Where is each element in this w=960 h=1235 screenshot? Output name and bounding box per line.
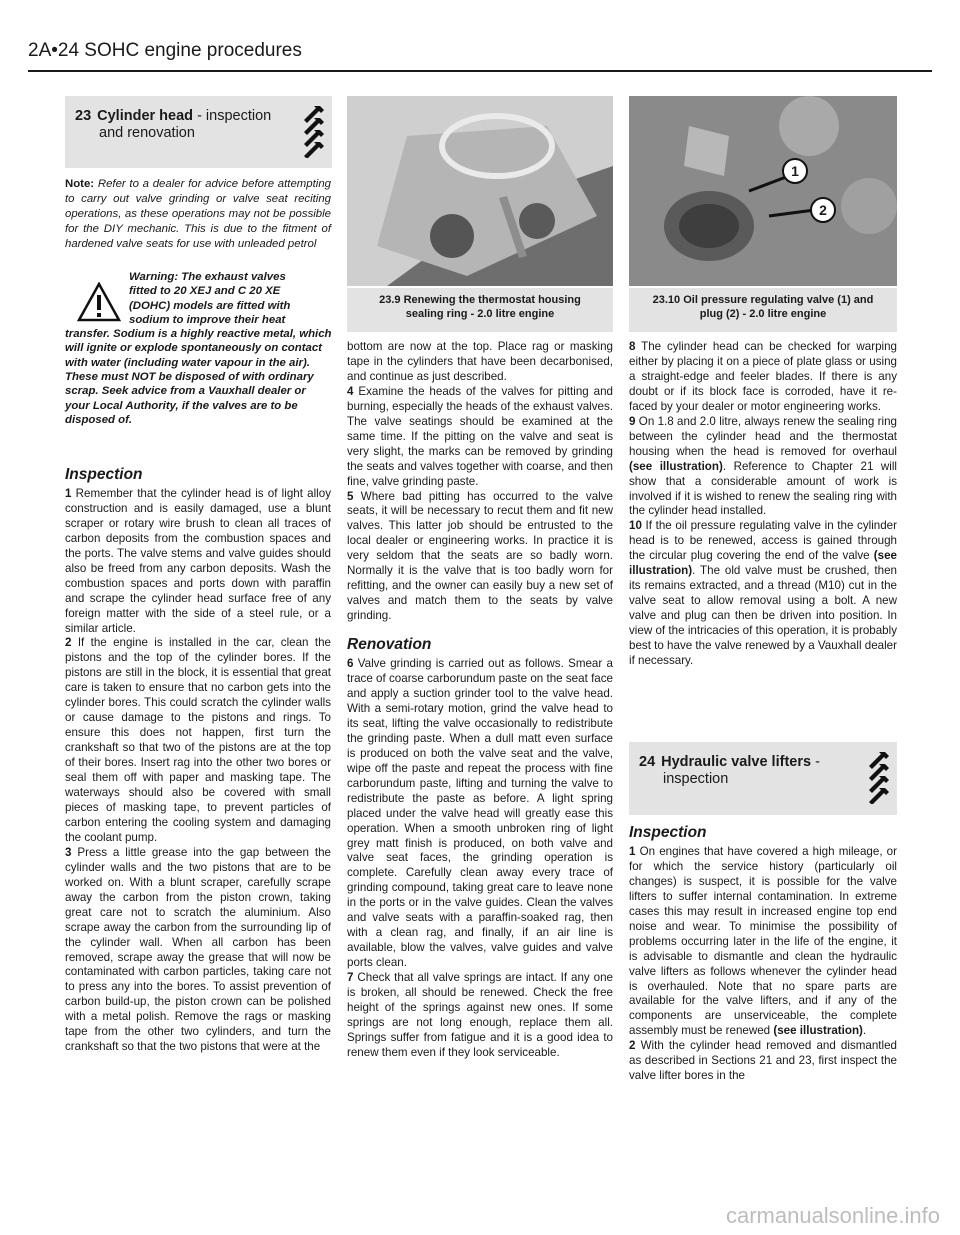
column-3-lower [629, 826, 897, 1084]
section-23-heading-box [65, 96, 332, 168]
paragraph-24-2: 2 With the cylinder head removed and dismantled as described in Sections 21 and 23, first inspect the valve lifter bores in the [629, 1039, 897, 1083]
paragraph-1: 1 Remember that the cylinder head is of light alloy construction and is easily damaged, use a blunt scraper or rotary wire brush to clean all traces of carbon deposits from the combustion spaces and the ports. The valve stems and valve guides should also be freed from any carbon deposits. Wash the combustion spaces and ports down with paraffin and scrape the cylinder head surface free of any foreign matter with the side of a steel rule, or a similar article. [65, 486, 331, 635]
oil-valve-photo-image [629, 96, 897, 286]
warning-triangle-icon [77, 282, 121, 322]
paragraph-4: 4 Examine the heads of the valves for pitting and burning, especially the heads of the exhaust valves. The valve seatings should be examined at the same time. If the pitting on the valve and seat is very slight, the marks can be removed by grinding the seats and valves together with coarse, and then fine, valve grinding paste. [347, 384, 613, 488]
paragraph-6: 6 Valve grinding is carried out as follows. Smear a trace of coarse carborundum paste on the seat face and apply a suction grinder tool to the valve head. With a semi-rotary motion, grind the valve head to its seat, lifting the valve occasionally to redistribute the grinding paste. When a dull matt even surface is produced on both the valve seat and the valve, wipe off the paste and repeat the process with fine carborundum paste, lifting and turning the valve to redistribute the paste as before. A light spring placed under the valve head will greatly ease this operation. When a smooth unbroken ring of light grey matt finish is produced, on both valve and valve seat faces, the grinding operation is complete. Carefully clean away every trace of grinding compound, taking great care to leave none in the ports or in the valve guides. Clean the valves and valve seats with a paraffin-soaked rag, then with a clean rag, and finally, if an air line is available, blow the valves, valve guides and valve ports clean. [347, 657, 613, 970]
heading-renovation: Renovation [347, 636, 432, 654]
paragraph-3-cont: bottom are now at the top. Place rag or masking tape in the cylinders that have been decarbonised, and continue as just described. [347, 340, 613, 383]
cylinder-head-photo-image [347, 96, 613, 286]
paragraph-5: 5 Where bad pitting has occurred to the valve seats, it will be necessary to recut them and fit new valves. This latter job should be entrusted to the local dealer or engineering works. In practice it is very seldom that the seats are so badly worn. Normally it is the valve that is too badly worn for refitting, and the owner can easily buy a new set of valves and match them to the seats by valve grinding. [347, 489, 613, 623]
header-rule [28, 70, 932, 72]
paragraph-24-1: 1 On engines that have covered a high mileage, or for which the service history (particularly oil changes) is suspect, it is possible for the valve lifters to suffer internal contamination. In extreme cases this may result in increased engine top end noise and wear. To minimise the possibility of problems occurring later in the life of the engine, it is advisable to dismantle and clean the hydraulic valve lifters as follows whenever the cylinder head is overhauled. Note that no spare parts are available for the valve lifters, and if any of the components are unserviceable, the complete assembly must be renewed (see illustration). [629, 844, 897, 1038]
column-1-body [65, 468, 331, 1055]
callout-1: 1 [782, 158, 808, 184]
section-23-title: 23 Cylinder head - inspection and renovation [75, 108, 272, 141]
section-24-heading-box [629, 742, 897, 815]
paragraph-2: 2 If the engine is installed in the car, clean the pistons and the top of the cylinder bores. If the pistons are still in the block, it is essential that great care is taken to ensure that no carbon gets into the cylinder bores. This could scratch the cylinder walls or cause damage to the pistons and rings. To ensure this does not happen, first turn the crankshaft so that two of the pistons are at the top of their bores. Insert rag into the other two bores or seal them off with paper and masking tape. The waterways should also be covered with small pieces of masking tape, to prevent particles of carbon entering the cooling system and damaging the coolant pump. [65, 636, 331, 844]
callout-2: 2 [810, 197, 836, 223]
column-2 [347, 340, 613, 1061]
watermark: carmanualsonline.info [725, 1203, 940, 1228]
column-1 [65, 177, 331, 252]
paragraph-10: 10 If the oil pressure regulating valve in the cylinder head is to be renewed, access is gained through the circular plug covering the end of the valve (see illustration). The old valve must be crushed, then its remains extracted, and a thread (M10) cut in the valve seat to allow removal using a bolt. A new valve and plug can then be driven into position. In view of the intricacies of this operation, it is probably best to have the valve renewed by a Vauxhall dealer if necessary. [629, 519, 897, 668]
warning-text: Warning: The exhaust valves fitted to 20 XEJ and C 20 XE (DOHC) models are fitted with sodium to improve their heat transfer. Sodium is a highly reactive metal, which will ignite or explode spontaneously on contact with water (including water vapour in the air). These must NOT be disposed of with ordinary scrap. Seek advice from a Vauxhall dealer or your Local Authority, if the valves are to be disposed of. [65, 271, 332, 426]
page-header: 2A•24 SOHC engine procedures [28, 40, 302, 61]
section-24-title: 24 Hydraulic valve lifters - inspection [639, 754, 820, 787]
caption-23-9: 23.9 Renewing the thermostat housing sealing ring - 2.0 litre engine [347, 288, 613, 332]
note-paragraph: Note: Refer to a dealer for advice before attempting to carry out valve grinding or valve seat reciting operations, as these operations may not be possible for the DIY mechanic. This is due to the fitment of hardened valve seats for use with unleaded petrol [65, 178, 331, 250]
heading-inspection: Inspection [65, 466, 143, 483]
difficulty-spanner-icon [298, 104, 326, 158]
photo-thermostat-housing [347, 96, 613, 286]
difficulty-spanner-icon [863, 750, 891, 804]
photo-oil-pressure-valve [629, 96, 897, 286]
paragraph-8: 8 The cylinder head can be checked for warping either by placing it on a piece of plate glass or using a straight-edge and feeler blades. If there is any doubt or if its block face is corroded, have it re-faced by your dealer or motor engineering works. [629, 340, 897, 413]
heading-inspection-24: Inspection [629, 824, 707, 841]
warning-block [65, 270, 333, 427]
column-3 [629, 340, 897, 669]
paragraph-9: 9 On 1.8 and 2.0 litre, always renew the sealing ring between the cylinder head and the thermostat housing when the head is removed for overhaul (see illustration). Reference to Chapter 21 will show that a considerable amount of work is involved if it is wished to renew the sealing ring with the cylinder head installed. [629, 414, 898, 518]
paragraph-7: 7 Check that all valve springs are intact. If any one is broken, all should be renewed. Check the free height of the springs against new ones. If some springs are not long enough, replace them all. Springs suffer from fatigue and it is a good idea to renew them even if they look serviceable. [347, 971, 613, 1059]
paragraph-3: 3 Press a little grease into the gap between the cylinder walls and the two pistons that are to be worked on. With a blunt scraper, carefully scrape away the carbon from the piston crown, taking great care not to scratch the aluminium. Also scrape away the carbon from the surrounding lip of the cylinder wall. When all carbon has been removed, scrape away the grease that will now be contaminated with carbon particles, taking care not to press any into the bores. To assist prevention of carbon build-up, the piston crown can be polished with a metal polish. Remove the rags or masking tape from the other two cylinders, and turn the crankshaft so that the two pistons that were at the [65, 845, 331, 1054]
caption-23-10: 23.10 Oil pressure regulating valve (1) and plug (2) - 2.0 litre engine [629, 288, 897, 332]
